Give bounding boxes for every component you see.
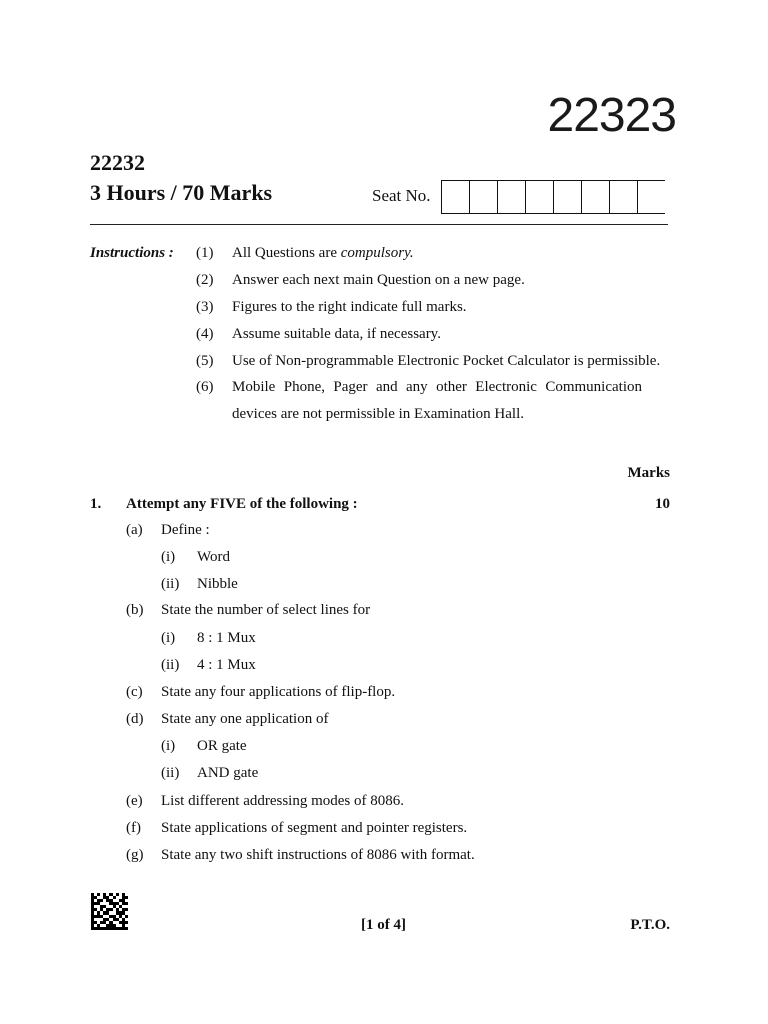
instruction-number: (5) xyxy=(196,353,214,369)
instruction-number: (2) xyxy=(196,272,214,288)
please-turn-over: P.T.O. xyxy=(630,917,670,933)
instruction-number: (4) xyxy=(196,326,214,342)
seat-box xyxy=(469,181,497,213)
subpart-label: (ii) xyxy=(161,576,180,592)
page-number: [1 of 4] xyxy=(361,917,406,933)
subpart-text: OR gate xyxy=(197,738,247,754)
instructions-label: Instructions : xyxy=(90,245,174,261)
subpart-text: Word xyxy=(197,549,230,565)
part-text: State any one application of xyxy=(161,711,329,727)
instruction-number: (1) xyxy=(196,245,214,261)
part-text: State any four applications of flip-flop. xyxy=(161,684,396,700)
seat-box xyxy=(441,181,469,213)
part-label: (g) xyxy=(126,847,144,863)
part-label: (e) xyxy=(126,793,143,809)
datamatrix-code xyxy=(91,893,128,930)
part-text: State applications of segment and pointer registers. xyxy=(161,820,468,836)
seat-number-boxes xyxy=(441,180,665,214)
question-number: 1. xyxy=(90,496,102,512)
part-label: (c) xyxy=(126,684,143,700)
instruction-text: Figures to the right indicate full marks. xyxy=(232,299,467,315)
seat-box xyxy=(637,181,665,213)
subpart-label: (ii) xyxy=(161,765,180,781)
subpart-text: 4 : 1 Mux xyxy=(197,657,256,673)
seat-box xyxy=(553,181,581,213)
subpart-text: Nibble xyxy=(197,576,238,592)
question-marks: 10 xyxy=(655,496,670,512)
part-label: (a) xyxy=(126,522,143,538)
part-text: List different addressing modes of 8086. xyxy=(161,793,405,809)
seat-box xyxy=(525,181,553,213)
subpart-label: (i) xyxy=(161,549,176,565)
part-label: (b) xyxy=(126,602,144,618)
part-text: Define : xyxy=(161,522,210,538)
part-label: (d) xyxy=(126,711,144,727)
seat-box xyxy=(581,181,609,213)
instruction-emphasis: compulsory. xyxy=(340,245,414,261)
datamatrix-cell xyxy=(125,927,128,930)
instruction-text: Answer each next main Question on a new page. xyxy=(232,272,525,288)
subpart-label: (i) xyxy=(161,630,176,646)
instruction-number: (6) xyxy=(196,379,214,395)
part-text: State the number of select lines for xyxy=(161,602,371,618)
instruction-text: Mobile Phone, Pager and any other Electronic Communication xyxy=(232,379,642,395)
marks-column-header: Marks xyxy=(627,465,670,481)
duration-marks: 3 Hours / 70 Marks xyxy=(90,180,273,205)
seat-box xyxy=(609,181,637,213)
part-label: (f) xyxy=(126,820,141,836)
seat-box xyxy=(497,181,525,213)
instruction-text: Use of Non-programmable Electronic Pocket Calculator is permissible. xyxy=(232,353,661,369)
subpart-text: 8 : 1 Mux xyxy=(197,630,256,646)
part-text: State any two shift instructions of 8086 with format. xyxy=(161,847,475,863)
seat-number-label: Seat No. xyxy=(372,186,431,205)
instruction-text-continued: devices are not permissible in Examination Hall. xyxy=(232,406,525,422)
subpart-text: AND gate xyxy=(197,765,259,781)
paper-code: 22323 xyxy=(547,89,676,142)
subpart-label: (ii) xyxy=(161,657,180,673)
instruction-text: All Questions are compulsory. xyxy=(232,245,414,261)
instruction-number: (3) xyxy=(196,299,214,315)
subject-code: 22232 xyxy=(90,150,145,175)
question-text: Attempt any FIVE of the following : xyxy=(126,496,358,512)
instruction-text: Assume suitable data, if necessary. xyxy=(232,326,441,342)
subpart-label: (i) xyxy=(161,738,176,754)
header-divider xyxy=(90,224,668,225)
